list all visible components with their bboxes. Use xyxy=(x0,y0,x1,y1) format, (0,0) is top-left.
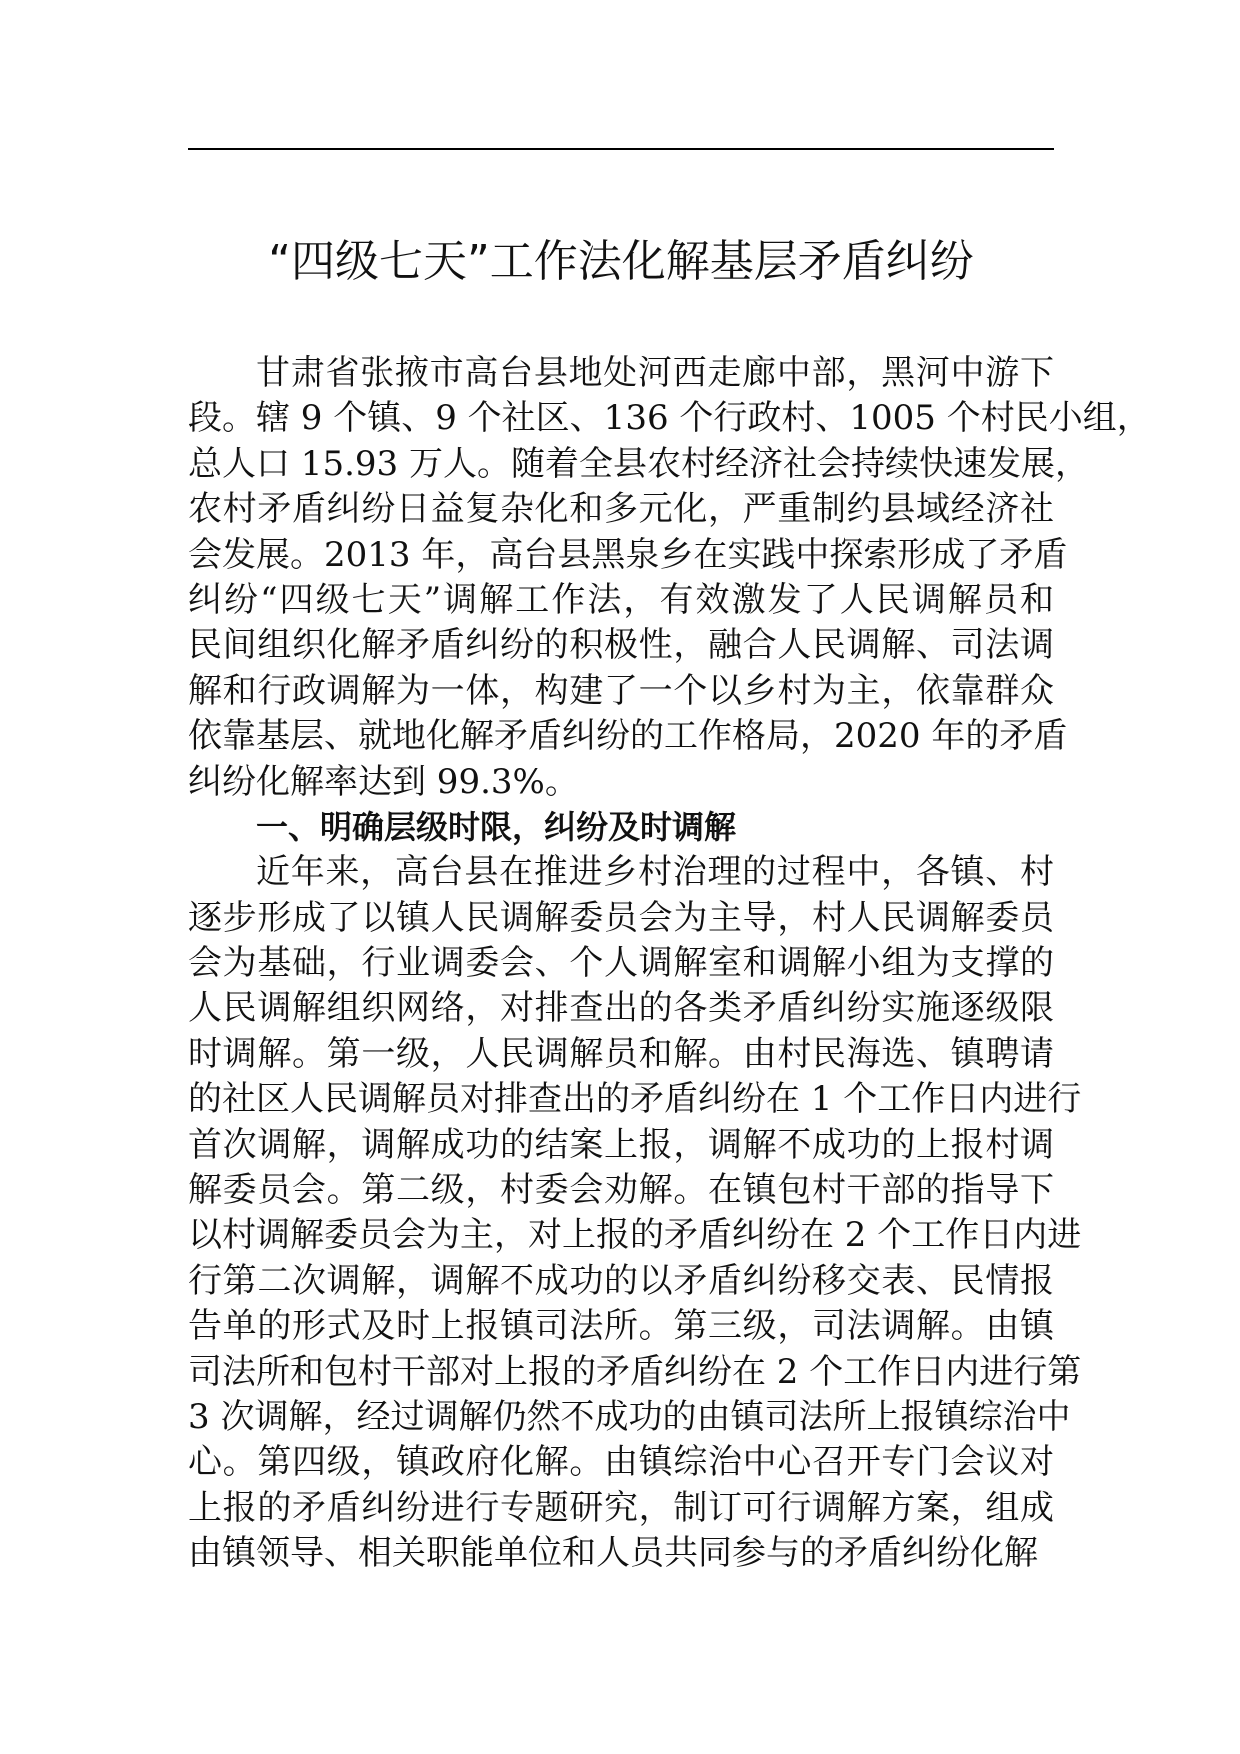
paragraph-line: 3 次调解，经过调解仍然不成功的由镇司法所上报镇综治中 xyxy=(188,1396,1071,1437)
paragraph-line: 以村调解委员会为主，对上报的矛盾纠纷在 2 个工作日内进 xyxy=(188,1215,1082,1256)
section-heading: 一、明确层级时限，纠纷及时调解 xyxy=(256,807,737,846)
document-title: “四级七天”工作法化解基层矛盾纠纷 xyxy=(268,236,974,287)
paragraph-line: 纠纷化解率达到 99.3%。 xyxy=(188,761,579,802)
paragraph-line: 近年来，高台县在推进乡村治理的过程中，各镇、村 xyxy=(256,852,1054,893)
header-rule xyxy=(188,148,1054,150)
paragraph-line: 会发展。2013 年，高台县黑泉乡在实践中探索形成了矛盾 xyxy=(188,534,1068,575)
paragraph-line: 民间组织化解矛盾纠纷的积极性，融合人民调解、司法调 xyxy=(188,625,1054,666)
document-body xyxy=(188,351,1151,1577)
paragraph-line: 上报的矛盾纠纷进行专题研究，制订可行调解方案，组成 xyxy=(188,1487,1054,1528)
paragraph-line: 的社区人民调解员对排查出的矛盾纠纷在 1 个工作日内进行 xyxy=(188,1079,1082,1120)
paragraph-line: 行第二次调解，调解不成功的以矛盾纠纷移交表、民情报 xyxy=(188,1260,1054,1301)
paragraph-line: 会为基础，行业调委会、个人调解室和调解小组为支撑的 xyxy=(188,943,1054,984)
paragraph-line: 纠纷“四级七天”调解工作法，有效激发了人民调解员和 xyxy=(188,579,1054,620)
paragraph-line: 解和行政调解为一体，构建了一个以乡村为主，依靠群众 xyxy=(188,670,1054,711)
paragraph-line: 段。辖 9 个镇、9 个社区、136 个行政村、1005 个村民小组， xyxy=(188,398,1151,439)
paragraph-line: 甘肃省张掖市高台县地处河西走廊中部，黑河中游下 xyxy=(256,353,1054,393)
paragraph-line: 首次调解，调解成功的结案上报，调解不成功的上报村调 xyxy=(188,1124,1054,1165)
paragraph-line: 由镇领导、相关职能单位和人员共同参与的矛盾纠纷化解 xyxy=(188,1533,1038,1574)
paragraph-line: 司法所和包村干部对上报的矛盾纠纷在 2 个工作日内进行第 xyxy=(188,1351,1082,1392)
paragraph-line: 依靠基层、就地化解矛盾纠纷的工作格局，2020 年的矛盾 xyxy=(188,716,1068,757)
paragraph-line: 逐步形成了以镇人民调解委员会为主导，村人民调解委员 xyxy=(188,897,1054,938)
paragraph-line: 农村矛盾纠纷日益复杂化和多元化，严重制约县域经济社 xyxy=(188,489,1054,530)
paragraph-line: 时调解。第一级，人民调解员和解。由村民海选、镇聘请 xyxy=(188,1033,1054,1074)
paragraph-line: 告单的形式及时上报镇司法所。第三级，司法调解。由镇 xyxy=(188,1306,1054,1347)
paragraph-line: 心。第四级，镇政府化解。由镇综治中心召开专门会议对 xyxy=(188,1442,1054,1483)
paragraph-line: 总人口 15.93 万人。随着全县农村经济社会持续快速发展， xyxy=(188,443,1089,484)
paragraph-line: 解委员会。第二级，村委会劝解。在镇包村干部的指导下 xyxy=(188,1170,1054,1211)
paragraph-line: 人民调解组织网络，对排查出的各类矛盾纠纷实施逐级限 xyxy=(188,988,1054,1029)
